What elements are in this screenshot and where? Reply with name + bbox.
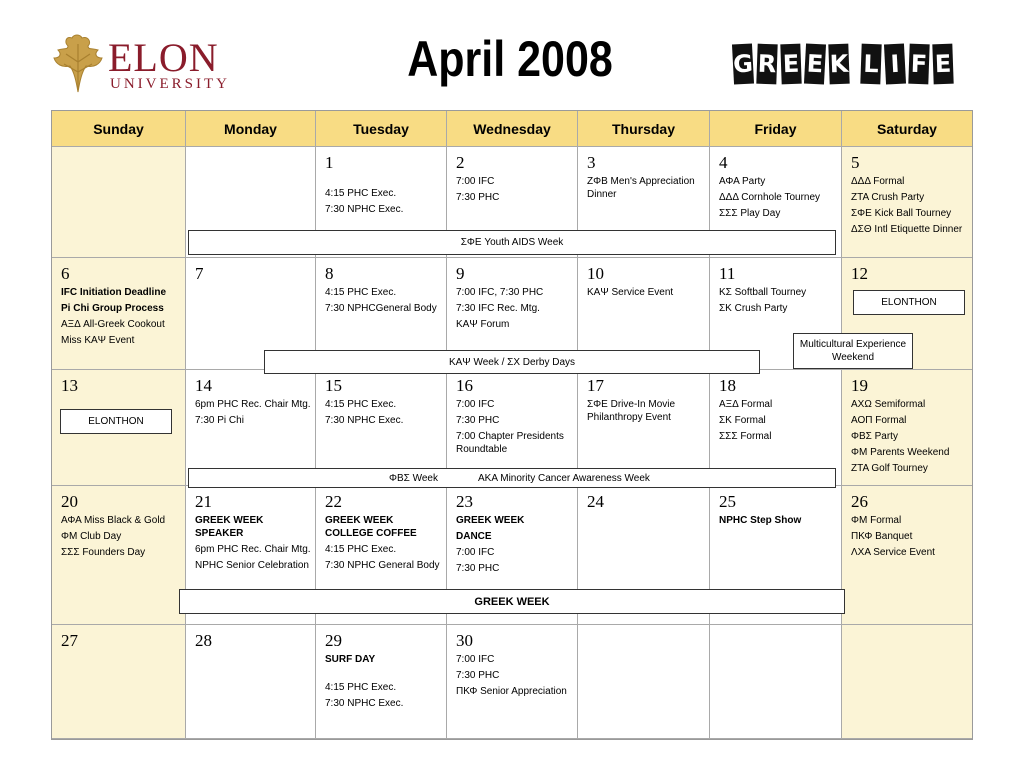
calendar-event: ΖΦΒ Men's Appreciation Dinner — [587, 176, 695, 200]
calendar-event: ΚΑΨ Forum — [456, 319, 510, 330]
event-spacer — [325, 669, 446, 681]
calendar-event: 7:30 NPHC Exec. — [325, 415, 404, 426]
calendar-event: ΣΣΣ Play Day — [719, 208, 781, 219]
day-cell — [186, 625, 316, 739]
day-cell — [52, 258, 186, 370]
day-cell — [52, 486, 186, 625]
day-number: 16 — [456, 376, 473, 395]
day-cell — [842, 625, 972, 739]
calendar-event: NPHC Senior Celebration — [195, 560, 309, 571]
day-number: 13 — [61, 376, 78, 395]
greek-life-letter: E — [804, 44, 826, 85]
calendar-event: ΑΧΩ Semiformal — [851, 399, 926, 410]
calendar-event: ΚΣ Softball Tourney — [719, 287, 807, 298]
calendar-event: ΖΤΑ Golf Tourney — [851, 463, 928, 474]
weekday-header-saturday: Saturday — [842, 111, 972, 147]
calendar-event: 7:00 IFC — [456, 399, 495, 410]
aka-cancer-week-label: AKA Minority Cancer Awareness Week — [478, 472, 650, 484]
banner-kap-derby-days: ΚΑΨ Week / ΣΧ Derby Days — [264, 350, 760, 374]
day-cell — [710, 625, 842, 739]
day-number: 15 — [325, 376, 342, 395]
calendar-event: ΔΔΔ Formal — [851, 176, 905, 187]
day-number: 20 — [61, 492, 78, 511]
day-number: 27 — [61, 631, 78, 650]
day-number: 25 — [719, 492, 736, 511]
calendar-event: IFC Initiation Deadline — [61, 287, 167, 298]
day-number: 2 — [456, 153, 465, 172]
calendar-event: ΛΧΑ Service Event — [851, 547, 935, 558]
day-number: 26 — [851, 492, 868, 511]
calendar-grid — [51, 110, 973, 740]
page-title: April 2008 — [407, 31, 613, 87]
fbs-week-label: ΦΒΣ Week — [389, 472, 438, 484]
calendar-event: NPHC Step Show — [719, 515, 802, 526]
calendar-event: 6pm PHC Rec. Chair Mtg. — [195, 399, 311, 410]
calendar-event: ΦΜ Parents Weekend — [851, 447, 950, 458]
calendar-event: 7:00 Chapter Presidents Roundtable — [456, 431, 564, 455]
weekday-header-monday: Monday — [186, 111, 316, 147]
calendar-event: ΣΣΣ Formal — [719, 431, 772, 442]
greek-life-letter: F — [908, 44, 929, 85]
day-number: 14 — [195, 376, 212, 395]
calendar-event: ΦΒΣ Party — [851, 431, 898, 442]
calendar-event: ΠΚΦ Banquet — [851, 531, 913, 542]
day-number: 17 — [587, 376, 604, 395]
day-number: 4 — [719, 153, 728, 172]
calendar-event: ΠΚΦ Senior Appreciation — [456, 686, 567, 697]
day-number: 29 — [325, 631, 342, 650]
calendar-event: Pi Chi Group Process — [61, 303, 164, 314]
day-number: 12 — [851, 264, 868, 283]
greek-life-letter: R — [756, 44, 777, 85]
banner-elonthon-sunday: ELONTHON — [60, 409, 172, 434]
calendar-event: ΚΑΨ Service Event — [587, 287, 674, 298]
day-number: 23 — [456, 492, 473, 511]
event-spacer — [325, 175, 446, 187]
calendar-event: 4:15 PHC Exec. — [325, 287, 397, 298]
greek-life-letter: I — [884, 44, 906, 85]
calendar-event: 7:30 PHC — [456, 563, 500, 574]
calendar-event: 7:00 IFC — [456, 176, 495, 187]
day-cell — [316, 625, 447, 739]
calendar-event: SURF DAY — [325, 654, 376, 665]
day-number: 18 — [719, 376, 736, 395]
day-number: 11 — [719, 264, 736, 283]
day-number: 1 — [325, 153, 334, 172]
banner-multicultural-weekend: Multicultural Experience Weekend — [793, 333, 913, 369]
calendar-event: ΦΜ Formal — [851, 515, 902, 526]
day-cell — [842, 486, 972, 625]
calendar-event: 4:15 PHC Exec. — [325, 544, 397, 555]
greek-life-letter: E — [932, 44, 953, 85]
banner-fbs-aka-weeks — [188, 468, 836, 488]
calendar-event: 7:00 IFC — [456, 547, 495, 558]
elon-university-logo — [50, 32, 235, 96]
calendar-event: 7:30 NPHC General Body — [325, 560, 440, 571]
day-number: 19 — [851, 376, 868, 395]
calendar-event: GREEK WEEK — [456, 515, 525, 526]
day-number: 10 — [587, 264, 604, 283]
weekday-header-sunday: Sunday — [52, 111, 186, 147]
calendar-event: ΑΦΑ Party — [719, 176, 766, 187]
banner-elonthon-saturday: ELONTHON — [853, 290, 965, 315]
banner-greek-week: GREEK WEEK — [179, 589, 845, 614]
elon-name: ELON — [108, 35, 219, 80]
calendar-event: ΔΔΔ Cornhole Tourney — [719, 192, 821, 203]
calendar-event: ΑΞΔ Formal — [719, 399, 773, 410]
calendar-event: ΣΣΣ Founders Day — [61, 547, 146, 558]
greek-life-letter: L — [860, 44, 881, 85]
calendar-event: ΣΚ Crush Party — [719, 303, 788, 314]
day-cell — [447, 625, 578, 739]
day-number: 3 — [587, 153, 596, 172]
calendar-event: ΣΦΕ Drive-In Movie Philanthropy Event — [587, 399, 676, 423]
day-number: 30 — [456, 631, 473, 650]
calendar-event: 4:15 PHC Exec. — [325, 399, 397, 410]
weekday-header-thursday: Thursday — [578, 111, 710, 147]
day-number: 9 — [456, 264, 465, 283]
calendar-event: 7:30 NPHC Exec. — [325, 204, 404, 215]
calendar-event: ΑΟΠ Formal — [851, 415, 907, 426]
oak-leaf-icon — [50, 32, 106, 96]
calendar-event: DANCE — [456, 531, 492, 542]
calendar-event: ΖΤΑ Crush Party — [851, 192, 925, 203]
calendar-event: ΔΣΘ Intl Etiquette Dinner — [851, 224, 963, 235]
banner-sfe-youth-aids-week: ΣΦΕ Youth AIDS Week — [188, 230, 836, 255]
day-number: 21 — [195, 492, 212, 511]
calendar-event: GREEK WEEK COLLEGE COFFEE — [325, 515, 417, 539]
day-number: 5 — [851, 153, 860, 172]
elon-university-label: UNIVERSITY — [110, 76, 230, 92]
calendar-event: Miss ΚΑΨ Event — [61, 335, 135, 346]
weekday-header-friday: Friday — [710, 111, 842, 147]
calendar-event: ΑΞΔ All-Greek Cookout — [61, 319, 165, 330]
day-cell — [578, 625, 710, 739]
calendar-event: 4:15 PHC Exec. — [325, 682, 397, 693]
calendar-event: ΑΦΑ Miss Black & Gold — [61, 515, 166, 526]
greek-life-letter: E — [780, 44, 801, 85]
calendar-event: 7:00 IFC, 7:30 PHC — [456, 287, 544, 298]
calendar-event: 7:30 NPHCGeneral Body — [325, 303, 437, 314]
greek-life-letter: K — [828, 44, 849, 85]
calendar-event: ΣΦΕ Kick Ball Tourney — [851, 208, 952, 219]
calendar-event: 7:30 PHC — [456, 415, 500, 426]
calendar-event: 7:30 IFC Rec. Mtg. — [456, 303, 540, 314]
calendar-event: 4:15 PHC Exec. — [325, 188, 397, 199]
day-cell — [842, 370, 972, 486]
calendar-event: ΦΜ Club Day — [61, 531, 122, 542]
calendar-event: 7:30 PHC — [456, 192, 500, 203]
calendar-event: 7:30 Pi Chi — [195, 415, 244, 426]
day-number: 6 — [61, 264, 70, 283]
calendar-event: GREEK WEEK SPEAKER — [195, 515, 264, 539]
day-cell — [842, 147, 972, 258]
calendar-event: 6pm PHC Rec. Chair Mtg. — [195, 544, 311, 555]
calendar-event: 7:30 PHC — [456, 670, 500, 681]
day-number: 8 — [325, 264, 334, 283]
day-number: 22 — [325, 492, 342, 511]
day-number: 7 — [195, 264, 204, 283]
calendar-event: 7:00 IFC — [456, 654, 495, 665]
weekday-header-wednesday: Wednesday — [447, 111, 578, 147]
weekday-header-tuesday: Tuesday — [316, 111, 447, 147]
day-number: 24 — [587, 492, 604, 511]
day-number: 28 — [195, 631, 212, 650]
calendar-event: 7:30 NPHC Exec. — [325, 698, 404, 709]
day-cell — [52, 147, 186, 258]
day-cell — [52, 625, 186, 739]
calendar-event: ΣΚ Formal — [719, 415, 766, 426]
greek-life-letter: G — [732, 44, 754, 85]
